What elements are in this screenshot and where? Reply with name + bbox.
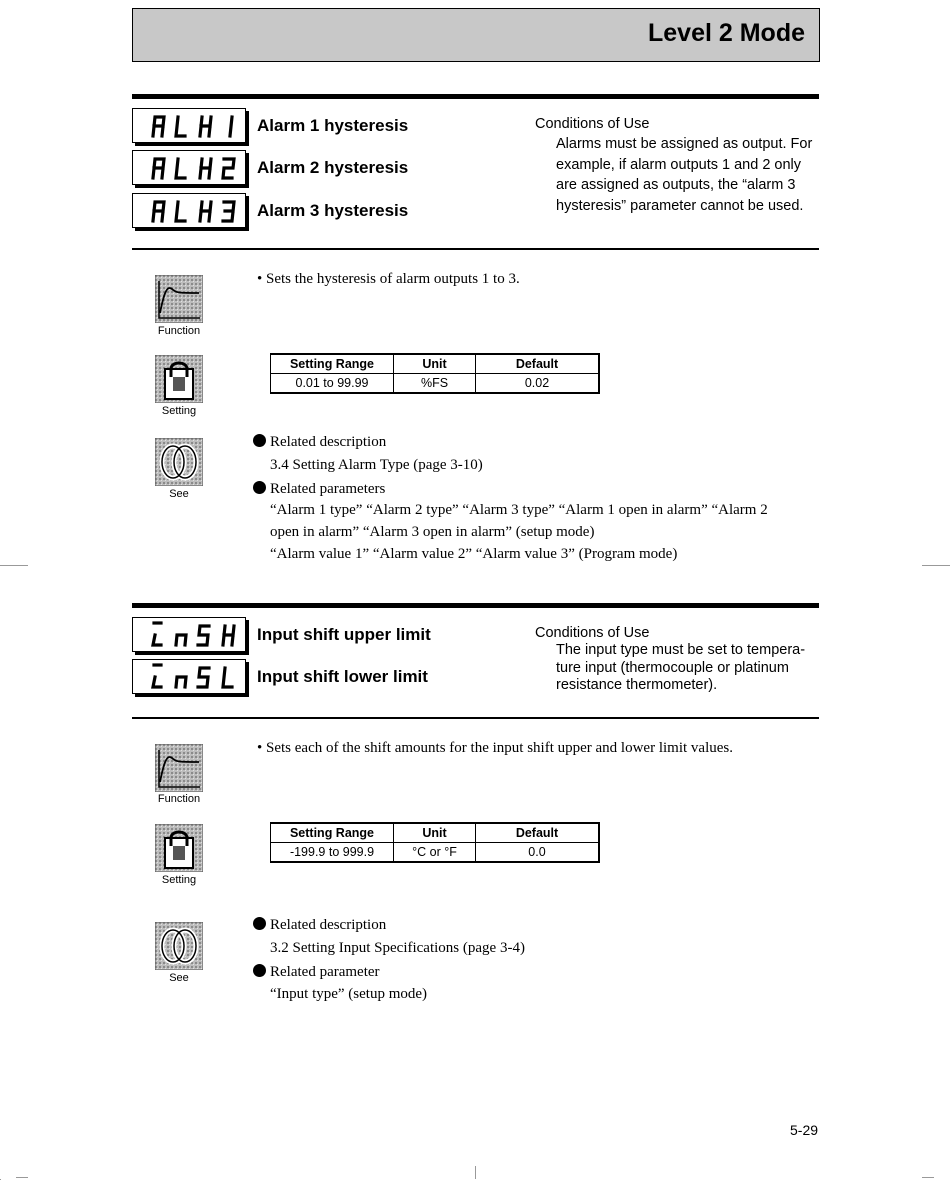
see-rings-icon [155, 438, 203, 486]
section-top-rule [132, 603, 819, 608]
table-cell-setting-range: 0.01 to 99.99 [271, 374, 394, 394]
function-graph-icon [155, 275, 203, 323]
setting-table [270, 822, 600, 863]
param-name-input-shift-lower: Input shift lower limit [257, 667, 428, 686]
conditions-title: Conditions of Use [535, 116, 650, 132]
related-parameter-heading: Related parameter [253, 964, 380, 981]
crop-mark [475, 1166, 476, 1179]
param-name-alarm3-hysteresis: Alarm 3 hysteresis [257, 201, 409, 220]
related-parameters-line: “Alarm value 1” “Alarm value 2” “Alarm value 3” (Program mode) [270, 546, 678, 562]
related-description-heading: Related description [253, 434, 386, 451]
section-divider [132, 248, 819, 250]
page-header [132, 8, 820, 62]
lcd-display-alh1 [132, 108, 246, 143]
lcd-display-insl [132, 659, 246, 694]
crop-mark [922, 565, 950, 566]
related-parameters-heading: Related parameters [253, 481, 385, 498]
setting-table [270, 353, 600, 394]
related-parameters-line: open in alarm” “Alarm 3 open in alarm” (setup mode) [270, 524, 595, 540]
lcd-display-alh2 [132, 150, 246, 185]
see-label: See [169, 488, 189, 500]
crop-mark [16, 1177, 28, 1178]
crop-mark [922, 1177, 934, 1178]
related-parameters-line: “Alarm 1 type” “Alarm 2 type” “Alarm 3 type” “Alarm 1 open in alarm” “Alarm 2 [270, 502, 768, 518]
function-description: • Sets each of the shift amounts for the input shift upper and lower limit values. [257, 740, 733, 756]
conditions-line: ture input (thermocouple or platinum [556, 660, 789, 676]
table-header-setting-range: Setting Range [271, 823, 394, 843]
section-divider [132, 717, 819, 719]
related-description-text: 3.4 Setting Alarm Type (page 3-10) [270, 457, 483, 473]
conditions-line: are assigned as outputs, the “alarm 3 [556, 177, 796, 193]
bullet-icon [253, 481, 266, 494]
bullet-icon [253, 917, 266, 930]
function-label: Function [157, 793, 201, 805]
function-graph-icon [155, 744, 203, 792]
param-name-input-shift-upper: Input shift upper limit [257, 625, 431, 644]
related-description-text: 3.2 Setting Input Specifications (page 3-4) [270, 940, 525, 956]
table-cell-default: 0.02 [476, 374, 600, 394]
section-top-rule [132, 94, 819, 99]
conditions-line: example, if alarm outputs 1 and 2 only [556, 157, 802, 173]
page-number: 5-29 [790, 1122, 819, 1138]
table-header-default: Default [476, 354, 600, 374]
table-cell-setting-range: -199.9 to 999.9 [271, 843, 394, 863]
page-title: Level 2 Mode [648, 19, 805, 47]
lcd-display-alh3 [132, 193, 246, 228]
bullet-icon [253, 434, 266, 447]
setting-lock-icon [155, 824, 203, 872]
conditions-title: Conditions of Use [535, 625, 650, 641]
conditions-line: The input type must be set to tempera- [556, 642, 806, 658]
lcd-display-insh [132, 617, 246, 652]
param-name-alarm2-hysteresis: Alarm 2 hysteresis [257, 158, 409, 177]
table-cell-default: 0.0 [476, 843, 600, 863]
table-header-default: Default [476, 823, 600, 843]
conditions-line: Alarms must be assigned as output. For [556, 136, 813, 152]
function-description: • Sets the hysteresis of alarm outputs 1 to 3. [257, 271, 520, 287]
related-parameter-line: “Input type” (setup mode) [270, 986, 428, 1002]
crop-mark [0, 565, 28, 566]
param-name-alarm1-hysteresis: Alarm 1 hysteresis [257, 116, 409, 135]
table-header-unit: Unit [394, 354, 476, 374]
table-cell-unit: °C or °F [394, 843, 476, 863]
table-header-unit: Unit [394, 823, 476, 843]
related-description-heading: Related description [253, 917, 386, 934]
table-cell-unit: %FS [394, 374, 476, 394]
conditions-line: resistance thermometer). [556, 677, 718, 693]
bullet-icon [253, 964, 266, 977]
see-rings-icon [155, 922, 203, 970]
table-header-setting-range: Setting Range [271, 354, 394, 374]
setting-lock-icon [155, 355, 203, 403]
function-label: Function [157, 325, 201, 337]
setting-label: Setting [161, 874, 197, 886]
conditions-line: hysteresis” parameter cannot be used. [556, 198, 804, 214]
see-label: See [169, 972, 189, 984]
setting-label: Setting [161, 405, 197, 417]
